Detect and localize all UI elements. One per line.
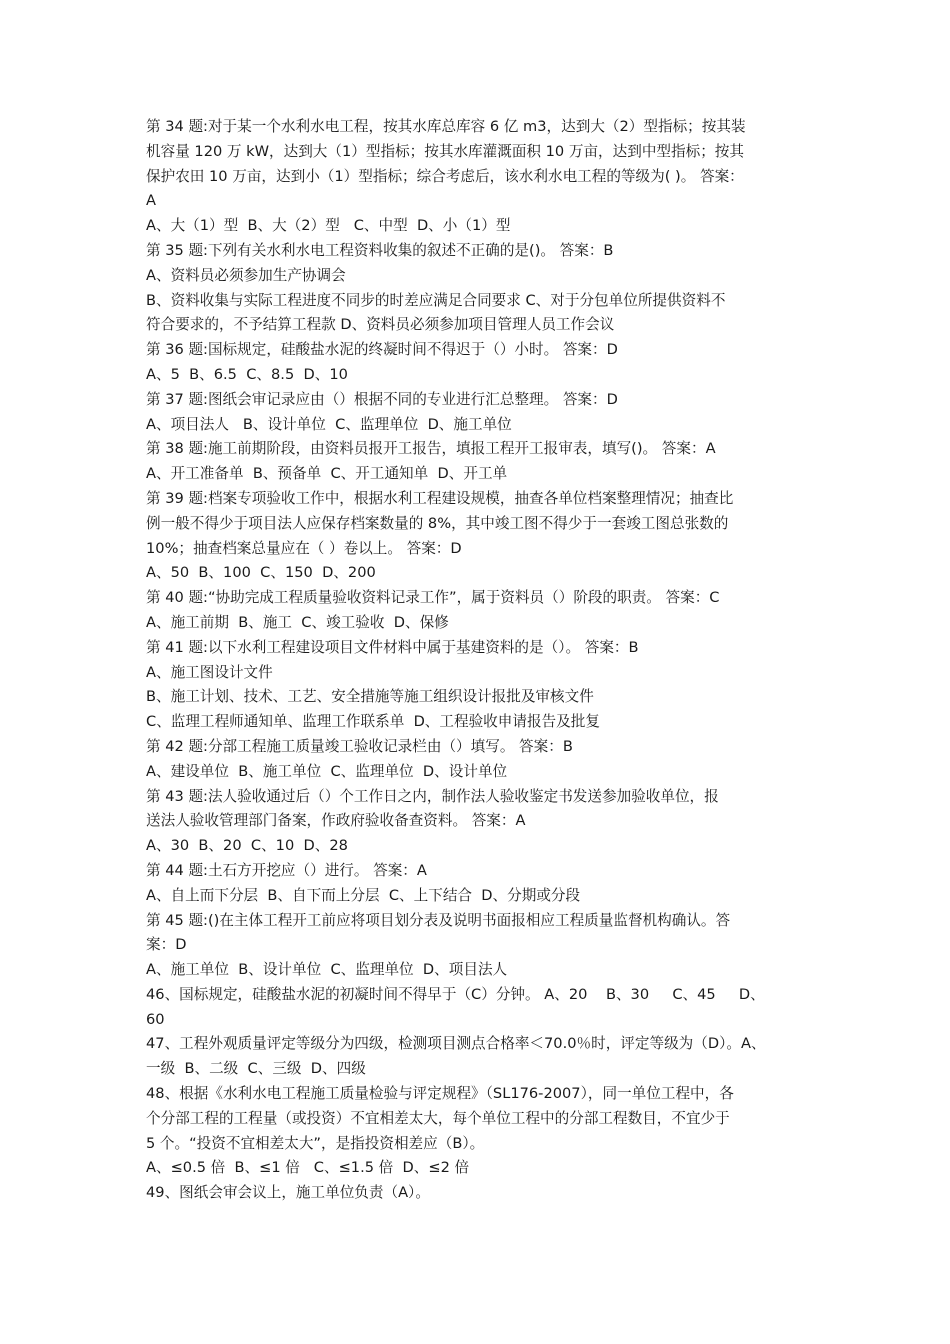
text-line: 第 41 题:以下水利工程建设项目文件材料中属于基建资料的是（）。 答案：B <box>146 638 639 656</box>
text-line: 送法人验收管理部门备案，作政府验收备查资料。 答案：A <box>146 812 526 830</box>
text-line: A <box>146 192 156 210</box>
text-line: 第 40 题:“协助完成工程质量验收资料记录工作”，属于资料员（）阶段的职责。 答案：C <box>146 589 720 607</box>
text-line: 49、图纸会审会议上，施工单位负责（A）。 <box>146 1184 430 1202</box>
text-line: B、施工计划、技术、工艺、安全措施等施工组织设计报批及审核文件 <box>146 688 594 706</box>
text-line: 第 44 题:土石方开挖应（）进行。 答案：A <box>146 861 427 879</box>
text-line: 47、工程外观质量评定等级分为四级，检测项目测点合格率＜70.0％时，评定等级为（D）。A、 <box>146 1035 766 1053</box>
text-line: 第 45 题:()在主体工程开工前应将项目划分表及说明书面报相应工程质量监督机构确认。答 <box>146 911 731 929</box>
text-line: 案：D <box>146 936 187 954</box>
text-line: 保护农田 10 万亩，达到小（1）型指标；综合考虑后，该水利水电工程的等级为( )。 答案： <box>146 167 744 185</box>
text-line: 60 <box>146 1010 165 1028</box>
text-line: 一级 B、二级 C、三级 D、四级 <box>146 1060 366 1078</box>
text-line: 5 个。“投资不宜相差太大”，是指投资相差应（B）。 <box>146 1134 485 1152</box>
text-line: A、5 B、6.5 C、8.5 D、10 <box>146 365 348 383</box>
text-line: A、30 B、20 C、10 D、28 <box>146 837 348 855</box>
text-line: 第 38 题:施工前期阶段，由资料员报开工报告，填报工程开工报审表，填写()。 答案：A <box>146 440 716 458</box>
text-line: 例一般不得少于项目法人应保存档案数量的 8%，其中竣工图不得少于一套竣工图总张数的 <box>146 514 729 532</box>
text-line: 第 43 题:法人验收通过后（）个工作日之内，制作法人验收鉴定书发送参加验收单位，报 <box>146 787 719 805</box>
text-line: B、资料收集与实际工程进度不同步的时差应满足合同要求 C、对于分包单位所提供资料不 <box>146 291 726 309</box>
text-line: A、施工前期 B、施工 C、竣工验收 D、保修 <box>146 613 449 631</box>
text-line: 48、根据《水利水电工程施工质量检验与评定规程》（SL176-2007），同一单位工程中，各 <box>146 1085 734 1103</box>
text-line: 第 35 题:下列有关水利水电工程资料收集的叙述不正确的是()。 答案：B <box>146 241 614 259</box>
text-line: A、建设单位 B、施工单位 C、监理单位 D、设计单位 <box>146 762 508 780</box>
text-line: A、自上而下分层 B、自下而上分层 C、上下结合 D、分期或分段 <box>146 886 581 904</box>
text-line: 第 42 题:分部工程施工质量竣工验收记录栏由（）填写。 答案：B <box>146 737 573 755</box>
text-line: 第 36 题:国标规定，硅酸盐水泥的终凝时间不得迟于（）小时。 答案：D <box>146 341 618 359</box>
document-body <box>146 115 810 1206</box>
text-line: 符合要求的，不予结算工程款 D、资料员必须参加项目管理人员工作会议 <box>146 316 615 334</box>
text-line: A、大（1）型 B、大（2）型 C、中型 D、小（1）型 <box>146 217 511 235</box>
text-line: A、施工单位 B、设计单位 C、监理单位 D、项目法人 <box>146 961 508 979</box>
text-line: 46、国标规定，硅酸盐水泥的初凝时间不得早于（C）分钟。 A、20 B、30 C、45 D、 <box>146 985 765 1003</box>
text-line: A、施工图设计文件 <box>146 663 273 681</box>
text-line: 第 39 题:档案专项验收工作中，根据水利工程建设规模，抽查各单位档案整理情况；抽查比 <box>146 489 734 507</box>
text-line: 第 34 题:对于某一个水利水电工程，按其水库总库容 6 亿 m3，达到大（2）型指标；按其装 <box>146 118 746 135</box>
text-line: A、资料员必须参加生产协调会 <box>146 266 346 284</box>
text-line: 机容量 120 万 kW，达到大（1）型指标；按其水库灌溉面积 10 万亩，达到中型指标；按其 <box>146 142 744 160</box>
text-line: 个分部工程的工程量（或投资）不宜相差太大，每个单位工程中的分部工程数目，不宜少于 <box>146 1109 730 1127</box>
text-line: A、开工准备单 B、预备单 C、开工通知单 D、开工单 <box>146 465 508 483</box>
text-line: 10%；抽查档案总量应在（ ）卷以上。 答案：D <box>146 539 462 557</box>
text-line: A、≤0.5 倍 B、≤1 倍 C、≤1.5 倍 D、≤2 倍 <box>146 1159 470 1177</box>
text-line: C、监理工程师通知单、监理工作联系单 D、工程验收申请报告及批复 <box>146 713 600 731</box>
text-line: A、项目法人 B、设计单位 C、监理单位 D、施工单位 <box>146 415 512 433</box>
text-line: A、50 B、100 C、150 D、200 <box>146 564 376 582</box>
text-line: 第 37 题:图纸会审记录应由（）根据不同的专业进行汇总整理。 答案：D <box>146 390 618 408</box>
